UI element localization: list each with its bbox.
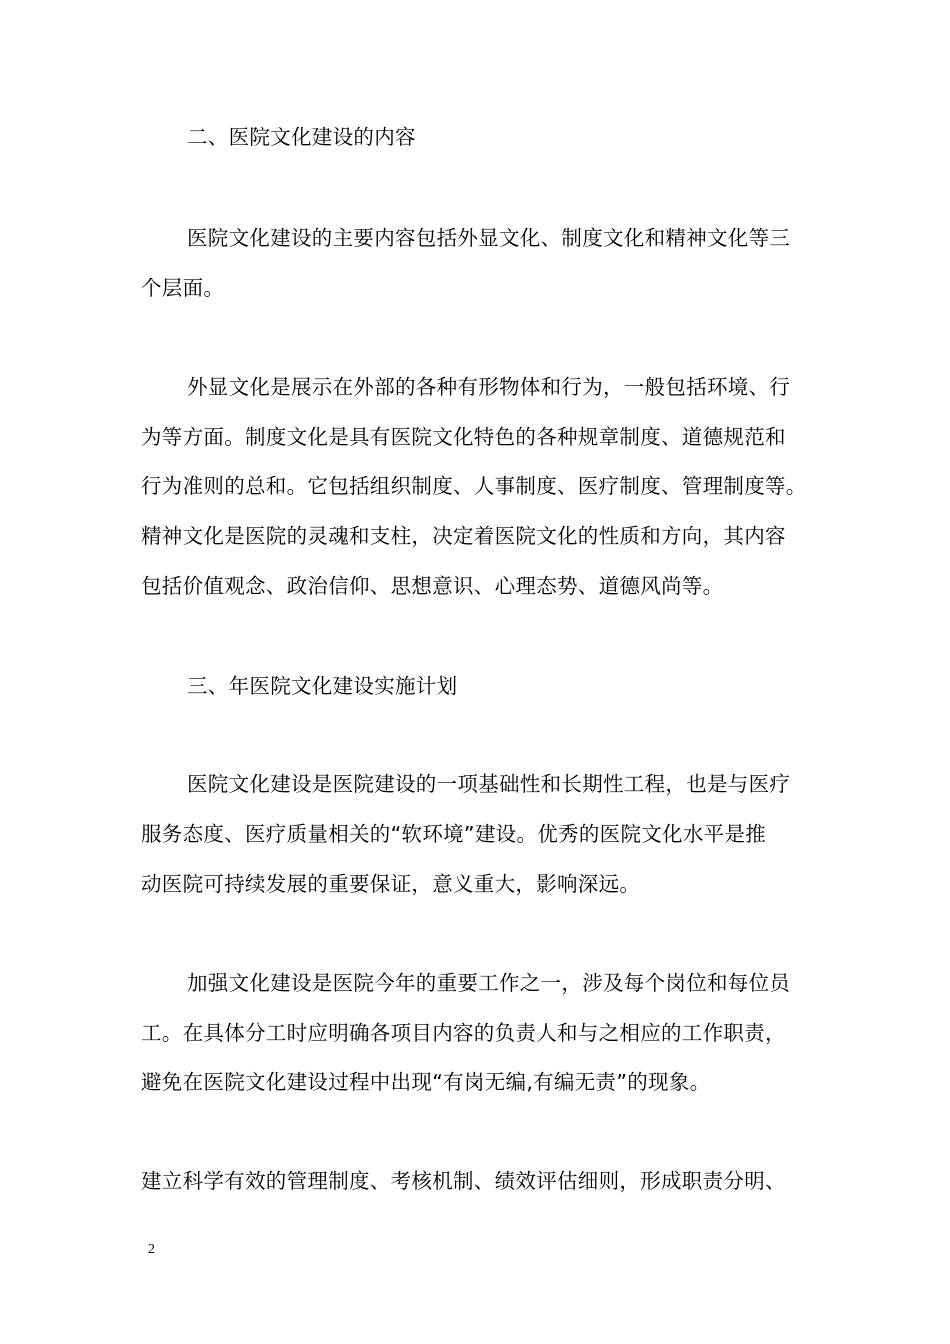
paragraph-line: 动医院可持续发展的重要保证，意义重大，影响深远。 bbox=[141, 872, 641, 896]
paragraph-line: 加强文化建设是医院今年的重要工作之一，涉及每个岗位和每位员 bbox=[187, 971, 791, 995]
paragraph-line: 为等方面。制度文化是具有医院文化特色的各种规章制度、道德规范和 bbox=[141, 425, 786, 449]
paragraph-line: 建立科学有效的管理制度、考核机制、绩效评估细则，形成职责分明、 bbox=[141, 1169, 786, 1193]
paragraph-line: 个层面。 bbox=[141, 276, 225, 300]
paragraph-line: 包括价值观念、政治信仰、思想意识、心理态势、道德风尚等。 bbox=[141, 574, 724, 598]
paragraph-line: 医院文化建设是医院建设的一项基础性和长期性工程，也是与医疗 bbox=[187, 772, 791, 796]
paragraph-line: 外显文化是展示在外部的各种有形物体和行为，一般包括环境、行 bbox=[187, 375, 791, 399]
paragraph-line: 服务态度、医疗质量相关的“软环境”建设。优秀的医院文化水平是推 bbox=[141, 822, 767, 846]
paragraph-line: 避免在医院文化建设过程中出现“有岗无编,有编无责”的现象。 bbox=[141, 1070, 711, 1094]
paragraph-line: 行为准则的总和。它包括组织制度、人事制度、医疗制度、管理制度等。 bbox=[141, 474, 807, 498]
section-heading-plan: 三、年医院文化建设实施计划 bbox=[187, 674, 458, 698]
paragraph-line: 工。在具体分工时应明确各项目内容的负责人和与之相应的工作职责， bbox=[141, 1021, 786, 1045]
paragraph-line: 精神文化是医院的灵魂和支柱，决定着医院文化的性质和方向，其内容 bbox=[141, 524, 786, 548]
section-heading-content: 二、医院文化建设的内容 bbox=[187, 125, 416, 149]
page-number: 2 bbox=[148, 1242, 155, 1257]
paragraph-line: 医院文化建设的主要内容包括外显文化、制度文化和精神文化等三 bbox=[187, 226, 791, 250]
